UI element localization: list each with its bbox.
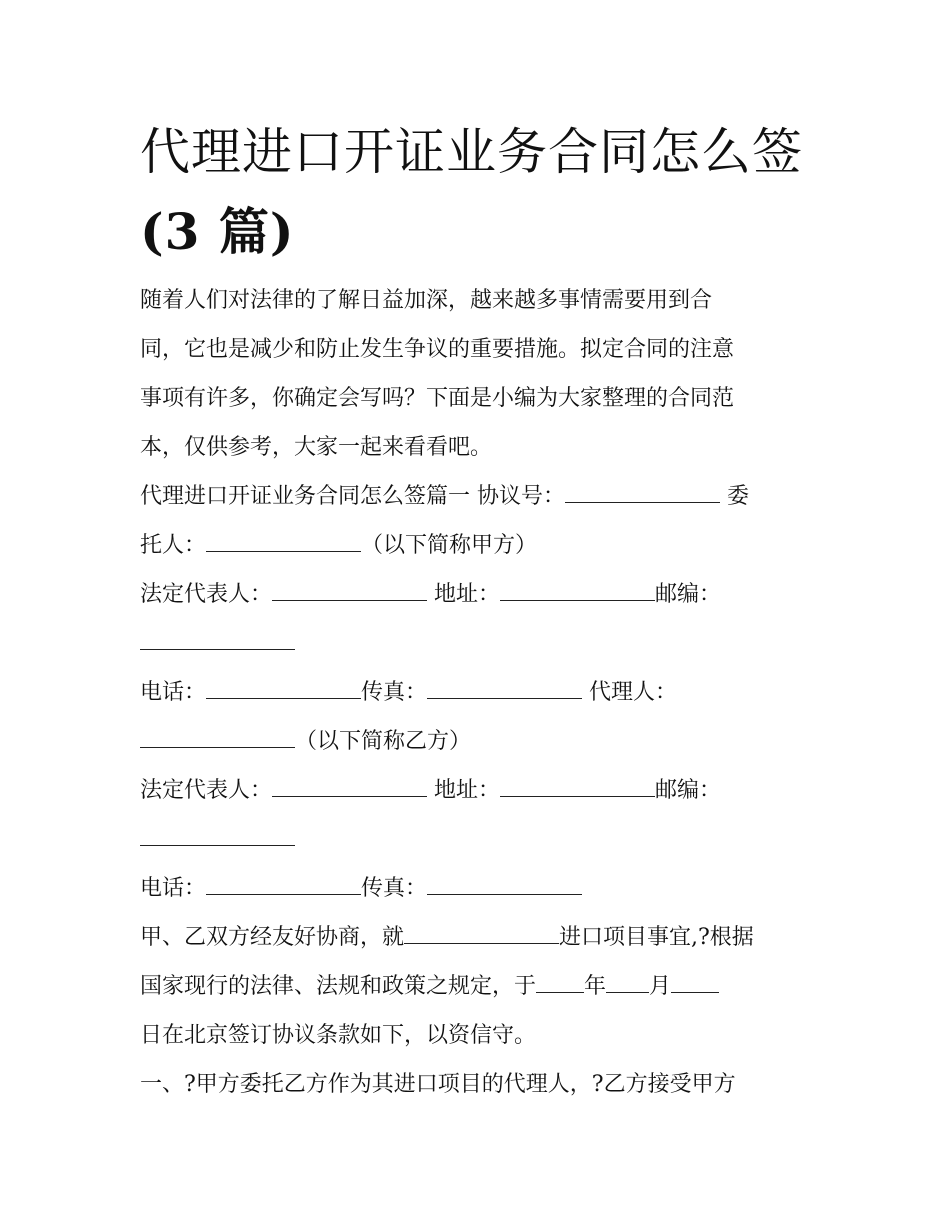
fax-label: 传真：	[361, 680, 428, 705]
section-heading-line	[140, 472, 820, 521]
legal-rep-blank	[272, 770, 427, 797]
party-b-postcode-line	[140, 815, 820, 864]
fax-blank	[427, 672, 582, 699]
address-blank	[500, 770, 655, 797]
postcode-label: 邮编：	[655, 582, 722, 607]
phone-blank	[206, 868, 361, 895]
postcode-blank	[140, 623, 295, 650]
principal-blank	[206, 525, 361, 552]
document-title	[140, 112, 840, 272]
intro-line-1: 随着人们对法律的了解日益加深，越来越多事情需要用到合	[140, 288, 713, 313]
address-label: 地址：	[434, 582, 501, 607]
document-body	[140, 276, 820, 1109]
date-line	[140, 962, 820, 1011]
law-text: 国家现行的法律、法规和政策之规定，于	[140, 974, 537, 999]
principal-line	[140, 521, 820, 570]
month-blank	[606, 966, 649, 993]
agreement-no-blank	[565, 476, 720, 503]
party-b-note: （以下简称乙方）	[295, 729, 472, 754]
fax-blank	[427, 868, 582, 895]
postcode-label: 邮编：	[655, 778, 722, 803]
party-b-rep-line	[140, 766, 820, 815]
day-blank	[671, 966, 719, 993]
month-label: 月	[649, 974, 672, 999]
negotiation-line	[140, 913, 820, 962]
agent-label: 代理人：	[589, 680, 678, 705]
section-heading: 代理进口开证业务合同怎么签篇一	[140, 484, 471, 509]
negotiation-text-2: 进口项目事宜,?根据	[559, 925, 754, 950]
negotiation-text-1: 甲、乙双方经友好协商，就	[140, 925, 405, 950]
party-a-rep-line	[140, 570, 820, 619]
phone-label: 电话：	[140, 876, 207, 901]
party-a-note: （以下简称甲方）	[361, 533, 538, 558]
entrust-start: 委	[727, 484, 750, 509]
phone-blank	[206, 672, 361, 699]
fax-label: 传真：	[361, 876, 428, 901]
party-a-contact-line	[140, 668, 820, 717]
legal-rep-label: 法定代表人：	[140, 582, 273, 607]
year-blank	[536, 966, 584, 993]
year-label: 年	[584, 974, 607, 999]
clause-1: 一、?甲方委托乙方作为其进口项目的代理人，?乙方接受甲方	[140, 1072, 736, 1097]
signing-line: 日在北京签订协议条款如下，以资信守。	[140, 1023, 537, 1048]
agreement-no-label: 协议号：	[477, 484, 566, 509]
agent-blank	[140, 721, 295, 748]
party-a-postcode-line	[140, 619, 820, 668]
party-b-contact-line	[140, 864, 820, 913]
agent-line	[140, 717, 820, 766]
intro-line-3: 事项有许多，你确定会写吗？下面是小编为大家整理的合同范	[140, 386, 735, 411]
legal-rep-blank	[272, 574, 427, 601]
address-label: 地址：	[434, 778, 501, 803]
intro-line-4: 本，仅供参考，大家一起来看看吧。	[140, 435, 493, 460]
principal-label: 托人：	[140, 533, 207, 558]
intro-line-2: 同，它也是减少和防止发生争议的重要措施。拟定合同的注意	[140, 337, 735, 362]
title-main: 代理进口开证业务合同怎么签	[140, 123, 803, 181]
address-blank	[500, 574, 655, 601]
postcode-blank	[140, 819, 295, 846]
legal-rep-label: 法定代表人：	[140, 778, 273, 803]
title-count: (3 篇)	[140, 202, 295, 261]
phone-label: 电话：	[140, 680, 207, 705]
project-blank	[404, 917, 559, 944]
